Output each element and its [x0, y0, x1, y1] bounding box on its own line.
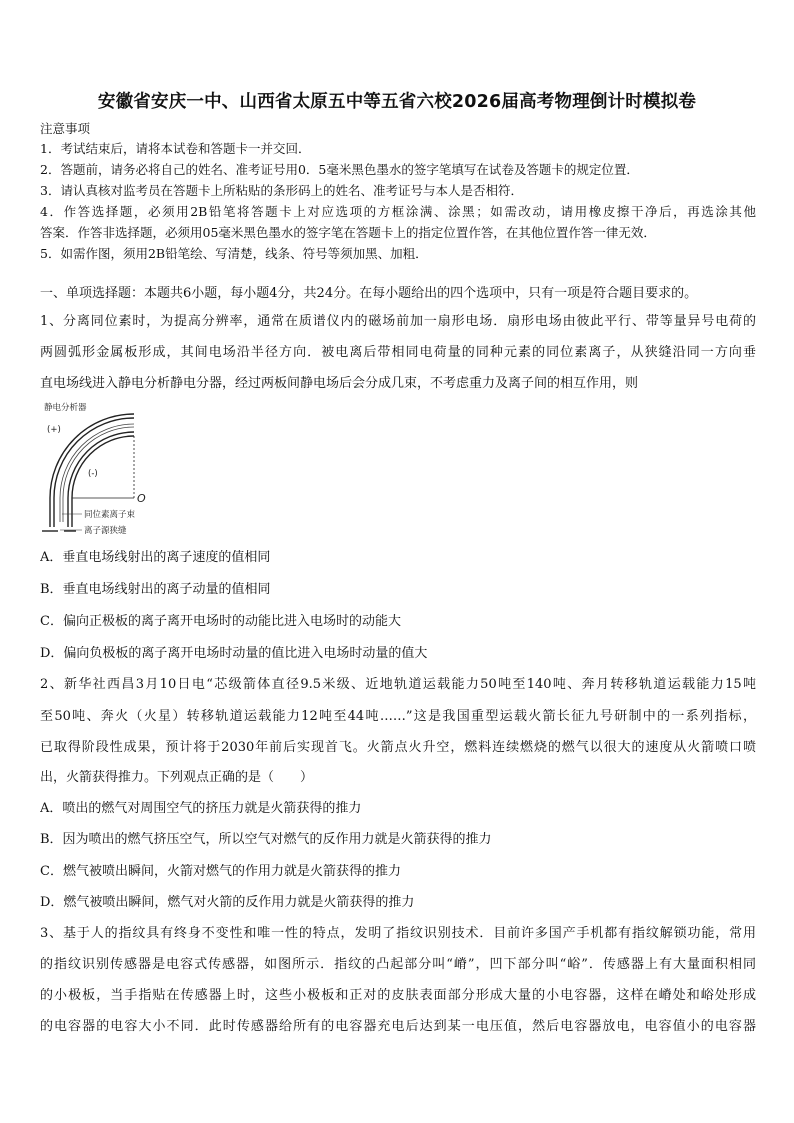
question-2-option-d: D．燃气被喷出瞬间，燃气对火箭的反作用力就是火箭获得的推力: [40, 895, 415, 910]
question-1-option-d: D．偏向负极板的离子离开电场时动量的值比进入电场时动量的值大: [40, 646, 428, 661]
label-analyzer: 静电分析器: [44, 403, 87, 413]
label-center-o: O: [137, 492, 146, 505]
notice-item: 3．请认真核对监考员在答题卡上所粘贴的条形码上的姓名、准考证号与本人是否相符．: [40, 183, 523, 198]
notice-item: 5．如需作图，须用2B铅笔绘、写清楚，线条、符号等须加黑、加粗．: [40, 246, 428, 261]
question-1-stem: 1、分离同位素时，为提高分辨率，通常在质谱仪内的磁场前加一扇形电场．扇形电场由彼此平行、带等量异号电荷的: [40, 314, 756, 329]
label-ion-slit: 离子源狭缝: [84, 526, 127, 536]
section-heading: 一、单项选择题：本题共6小题，每小题4分，共24分。在每小题给出的四个选项中，只有一项是符合题目要求的。: [40, 286, 698, 301]
notice-item: 2．答题前，请务必将自己的姓名、准考证号用0．5毫米黑色墨水的签字笔填写在试卷及答题卡的规定位置．: [40, 162, 639, 177]
question-1-option-b: B．垂直电场线射出的离子动量的值相同: [40, 582, 271, 597]
question-1-stem: 直电场线进入静电分析静电分器，经过两板间静电场后会分成几束，不考虑重力及离子间的相互作用，则: [40, 376, 639, 391]
question-3-stem: 的电容器的电容大小不同．此时传感器给所有的电容器充电后达到某一电压值，然后电容器放电，电容值小的电容器: [40, 1019, 756, 1034]
question-2-stem: 已取得阶段性成果，预计将于2030年前后实现首飞。火箭点火升空，燃料连续燃烧的燃气以很大的速度从火箭喷口喷: [40, 740, 756, 755]
label-plus: (+): [47, 425, 61, 435]
question-3-stem: 3、基于人的指纹具有终身不变性和唯一性的特点，发明了指纹识别技术．目前许多国产手机都有指纹解锁功能，常用: [40, 926, 756, 941]
question-2-stem: 至50吨、奔火（火星）转移轨道运载能力12吨至44吨……”这是我国重型运载火箭长征九号研制中的一系列指标，: [40, 709, 756, 724]
exam-title: 安徽省安庆一中、山西省太原五中等五省六校2026届高考物理倒计时模拟卷: [97, 92, 697, 112]
question-2-option-c: C．燃气被喷出瞬间，火箭对燃气的作用力就是火箭获得的推力: [40, 864, 401, 879]
question-2-stem: 2、新华社西昌3月10日电“芯级箭体直径9.5米级、近地轨道运载能力50吨至140吨、奔月转移轨道运载能力15吨: [40, 677, 756, 692]
notice-item: 1．考试结束后，请将本试卷和答题卡一并交回．: [40, 141, 311, 156]
label-ion-beam: 同位素离子束: [84, 510, 136, 520]
question-2-option-a: A．喷出的燃气对周围空气的挤压力就是火箭获得的推力: [40, 801, 362, 816]
label-minus: (-): [88, 469, 98, 479]
electrostatic-analyzer-figure: [38, 402, 160, 538]
notice-item: 4．作答选择题，必须用2B铅笔将答题卡上对应选项的方框涂满、涂黑；如需改动，请用橡皮擦干净后，再选涂其他: [40, 204, 756, 219]
question-2-option-b: B．因为喷出的燃气挤压空气，所以空气对燃气的反作用力就是火箭获得的推力: [40, 832, 492, 847]
question-3-stem: 的指纹识别传感器是电容式传感器，如图所示．指纹的凸起部分叫“嵴”，凹下部分叫“峪”．传感器上有大量面积相同: [40, 957, 756, 972]
notice-item: 答案．作答非选择题，必须用05毫米黑色墨水的签字笔在答题卡上的指定位置作答，在其他位置作答一律无效．: [40, 225, 656, 240]
question-1-option-c: C．偏向正极板的离子离开电场时的动能比进入电场时的动能大: [40, 614, 401, 629]
question-1-stem: 两圆弧形金属板形成，其间电场沿半径方向．被电离后带相同电荷量的同种元素的同位素离子，从狭缝沿同一方向垂: [40, 345, 756, 360]
question-2-stem: 出，火箭获得推力。下列观点正确的是（ ）: [40, 770, 314, 785]
notice-heading: 注意事项: [40, 121, 91, 136]
question-3-stem: 的小极板，当手指贴在传感器上时，这些小极板和正对的皮肤表面部分形成大量的小电容器，这样在嵴处和峪处形成: [40, 988, 756, 1003]
question-1-option-a: A．垂直电场线射出的离子速度的值相同: [40, 550, 271, 565]
